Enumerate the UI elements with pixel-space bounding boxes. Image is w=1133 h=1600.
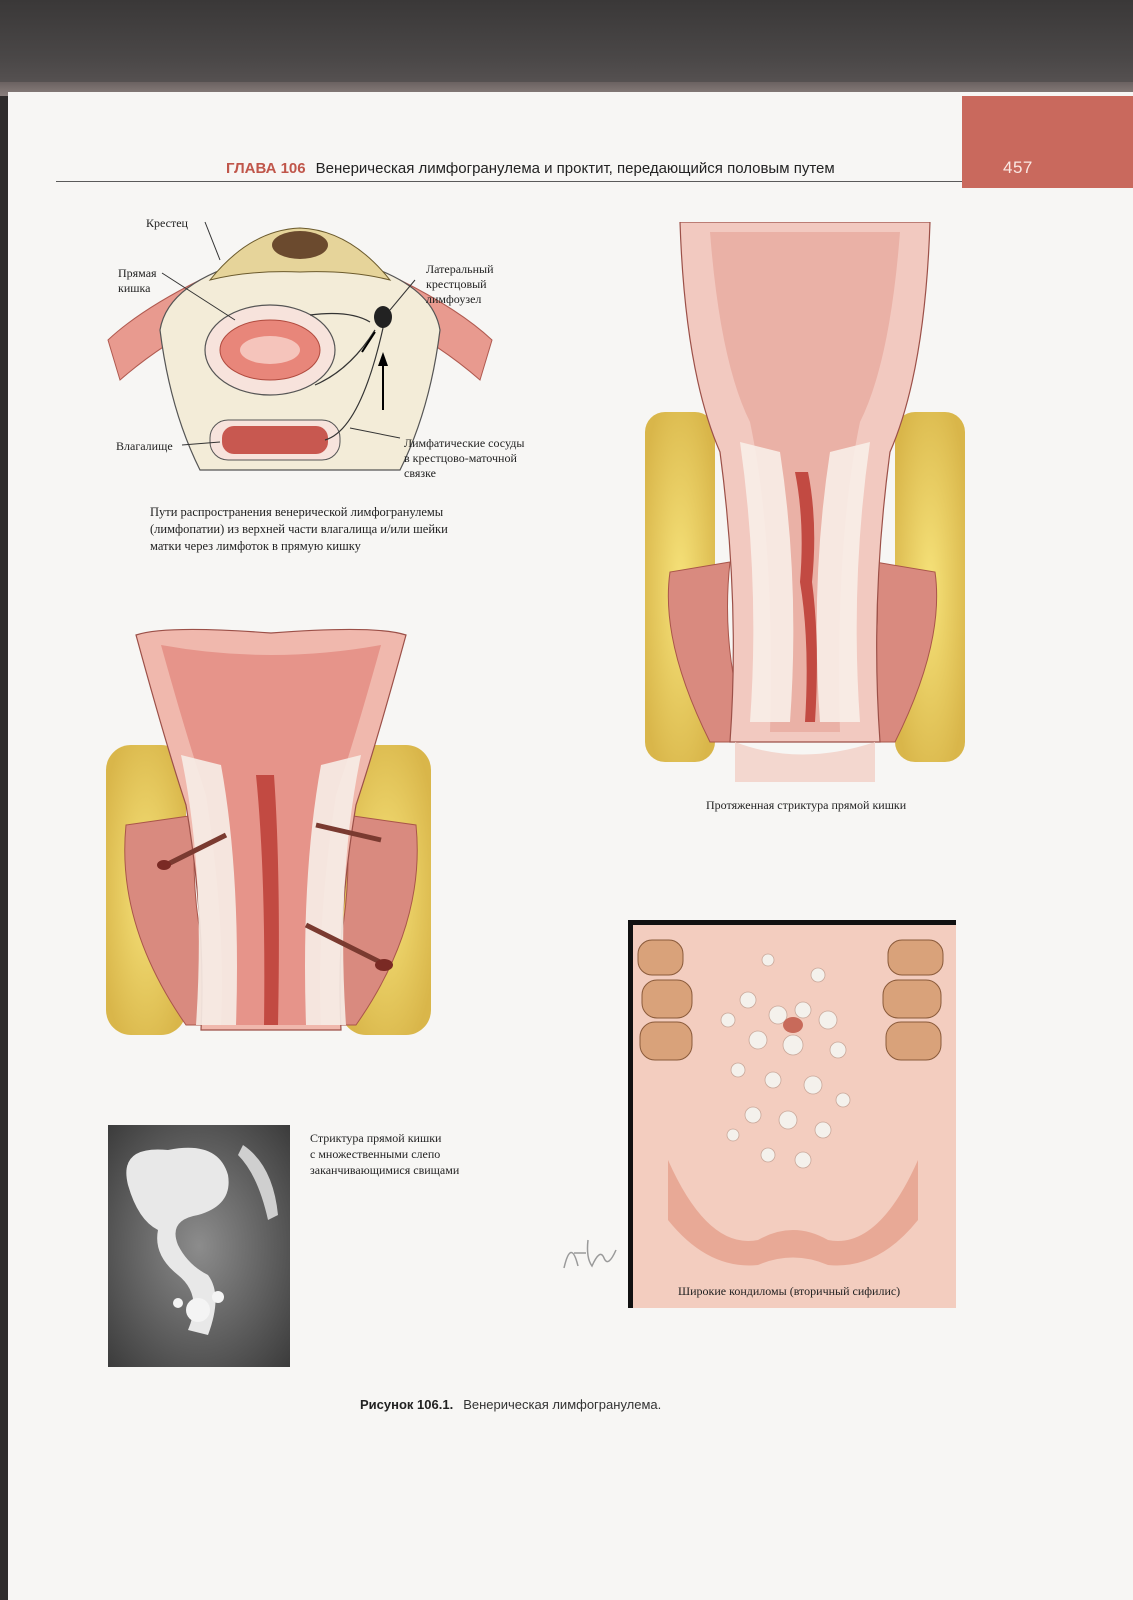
chapter-title: Венерическая лимфогранулема и проктит, передающийся половым путем (315, 160, 835, 177)
long-stricture-illustration (640, 222, 965, 782)
label-node-3: лимфоузел (426, 292, 482, 306)
page-number-tab (962, 96, 1133, 188)
condylomas-illustration (628, 920, 956, 1308)
label-node-1: Латеральный (426, 262, 494, 276)
label-vessels-2: в крестцово-маточной (404, 451, 517, 465)
label-vagina: Влагалище (116, 439, 173, 453)
artist-signature (556, 1228, 626, 1278)
label-vessels-1: Лимфатические сосуды (404, 436, 525, 450)
long-stricture-caption: Протяженная стриктура прямой кишки (706, 798, 907, 812)
label-rectum-2: кишка (118, 281, 151, 295)
chapter-label: ГЛАВА 106 (226, 160, 306, 177)
fistula-illustration (106, 625, 436, 1045)
figure-title: Венерическая лимфогранулема. (463, 1397, 662, 1412)
header-rule (56, 181, 962, 182)
xray-caption: Стриктура прямой кишки с множественными слепо заканчивающимися свищами (310, 1131, 460, 1177)
label-rectum-1: Прямая (118, 266, 157, 280)
figure-caption (360, 1397, 661, 1412)
xray-image (108, 1125, 290, 1367)
page-number: 457 (1003, 158, 1033, 177)
condylomas-caption: Широкие кондиломы (вторичный сифилис) (678, 1284, 901, 1298)
label-node-2: крестцовый (426, 277, 487, 291)
label-sacrum: Крестец (146, 216, 188, 230)
figure-number: Рисунок 106.1. (360, 1397, 454, 1412)
diagram-caption: Пути распространения венерической лимфогранулемы (лимфопатии) из верхней части влагалища и/или шейки матки через лимфоток в прямую кишку (150, 505, 448, 553)
label-vessels-3: связке (404, 466, 436, 480)
running-header (226, 160, 835, 177)
scan-background (0, 0, 1133, 96)
